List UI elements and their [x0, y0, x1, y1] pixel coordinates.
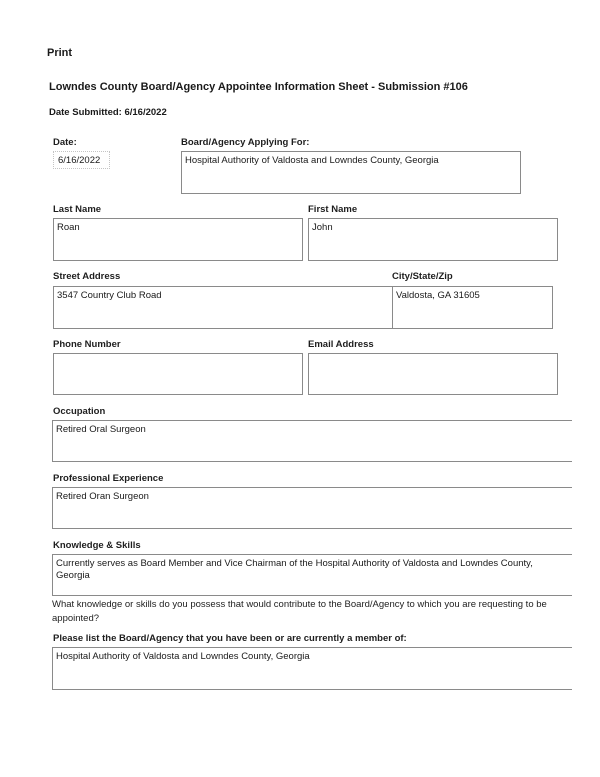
knowledge-skills-label: Knowledge & Skills [53, 540, 141, 551]
first-name-label: First Name [308, 204, 358, 215]
knowledge-skills-field[interactable]: Currently serves as Board Member and Vice Chairman of the Hospital Authority of Valdosta and Lowndes County, Georgia [52, 554, 572, 596]
last-name-field[interactable]: Roan [53, 218, 303, 261]
memberships-field[interactable]: Hospital Authority of Valdosta and Lowndes County, Georgia [52, 647, 572, 690]
phone-number-field[interactable] [53, 353, 303, 395]
street-address-field[interactable]: 3547 Country Club Road [53, 286, 393, 329]
email-address-label: Email Address [308, 339, 374, 350]
board-agency-field[interactable]: Hospital Authority of Valdosta and Lowndes County, Georgia [181, 151, 521, 194]
knowledge-skills-help-text: What knowledge or skills do you possess that would contribute to the Board/Agency to which you are requesting to be appointed? [52, 599, 547, 624]
date-label: Date: [53, 137, 77, 148]
print-link[interactable]: Print [47, 47, 73, 59]
city-state-zip-label: City/State/Zip [392, 271, 453, 282]
professional-experience-field[interactable]: Retired Oran Surgeon [52, 487, 572, 529]
board-agency-label: Board/Agency Applying For: [181, 137, 310, 148]
date-submitted: Date Submitted: 6/16/2022 [49, 107, 167, 118]
date-field[interactable]: 6/16/2022 [53, 151, 110, 169]
email-address-field[interactable] [308, 353, 558, 395]
occupation-label: Occupation [53, 406, 106, 417]
professional-experience-label: Professional Experience [53, 473, 164, 484]
street-address-label: Street Address [53, 271, 121, 282]
city-state-zip-field[interactable]: Valdosta, GA 31605 [392, 286, 553, 329]
occupation-field[interactable]: Retired Oral Surgeon [52, 420, 572, 462]
last-name-label: Last Name [53, 204, 102, 215]
first-name-field[interactable]: John [308, 218, 558, 261]
page-title: Lowndes County Board/Agency Appointee Information Sheet - Submission #106 [49, 81, 468, 93]
memberships-label: Please list the Board/Agency that you have been or are currently a member of: [53, 633, 407, 644]
phone-number-label: Phone Number [53, 339, 121, 350]
